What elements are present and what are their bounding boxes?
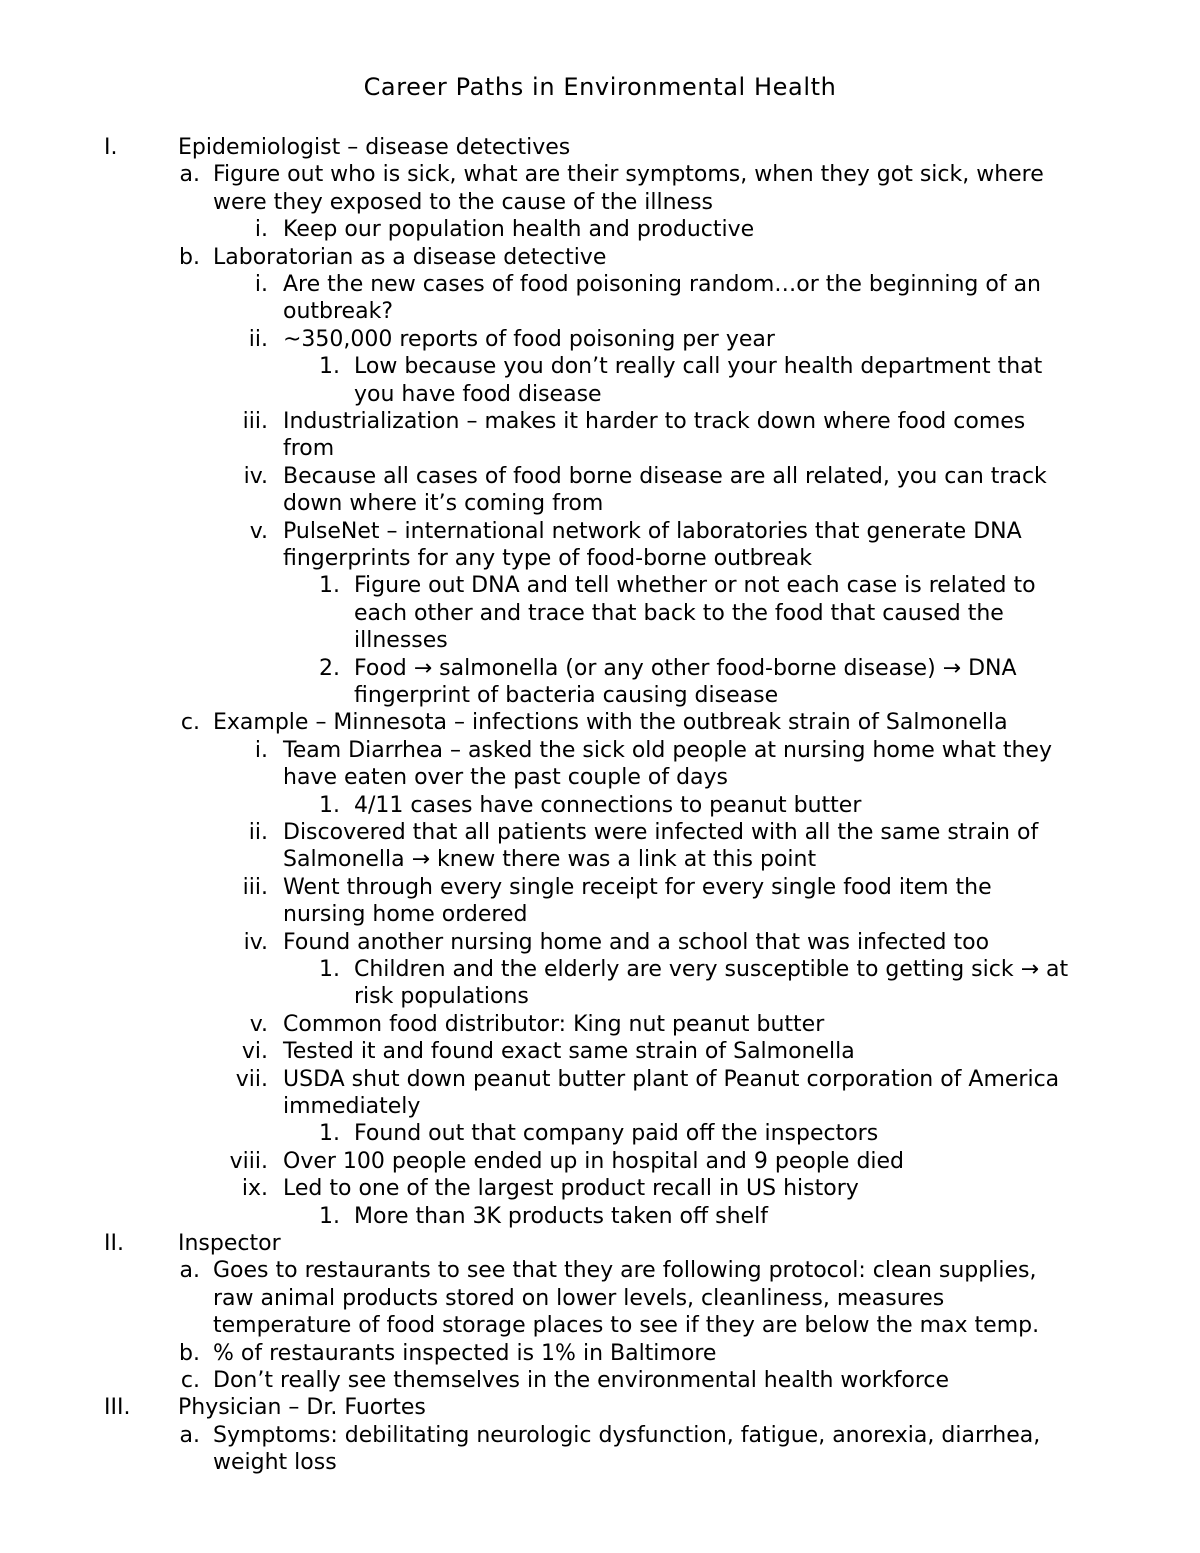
outline-text: each other and trace that back to the food that caused the bbox=[354, 600, 1004, 626]
outline-marker: iii. bbox=[242, 409, 268, 434]
outline-text: USDA shut down peanut butter plant of Peanut corporation of America bbox=[283, 1066, 1060, 1092]
outline-text: Over 100 people ended up in hospital and 9 people died bbox=[283, 1148, 905, 1174]
outline-text: Symptoms: debilitating neurologic dysfunction, fatigue, anorexia, diarrhea, bbox=[213, 1422, 1041, 1448]
outline-text: illnesses bbox=[354, 628, 448, 654]
outline-text: Inspector bbox=[178, 1231, 281, 1256]
outline-marker: 1. bbox=[319, 573, 340, 599]
outline-text: Food → salmonella (or any other food-borne disease) → DNA bbox=[354, 655, 1017, 681]
outline-text: Went through every single receipt for every single food item the bbox=[283, 874, 992, 900]
outline-text: Low because you don’t really call your health department that bbox=[354, 354, 1043, 380]
outline-text: Don’t really see themselves in the environmental health workforce bbox=[213, 1368, 950, 1393]
outline-text: Because all cases of food borne disease are all related, you can track bbox=[283, 463, 1047, 489]
outline-text: Tested it and found exact same strain of Salmonella bbox=[283, 1039, 855, 1065]
outline-text: fingerprint of bacteria causing disease bbox=[354, 683, 779, 708]
outline-text: down where it’s coming from bbox=[283, 491, 604, 517]
document-title: Career Paths in Environmental Health bbox=[363, 73, 837, 101]
outline-text: % of restaurants inspected is 1% in Baltimore bbox=[213, 1340, 717, 1366]
outline-text: from bbox=[283, 436, 335, 462]
outline-text: raw animal products stored on lower levels, cleanliness, measures bbox=[213, 1285, 945, 1311]
outline-text: Figure out who is sick, what are their symptoms, when they got sick, where bbox=[213, 162, 1044, 188]
outline-marker: 1. bbox=[319, 354, 340, 380]
outline-text: More than 3K products taken off shelf bbox=[354, 1203, 768, 1229]
outline-text: Laboratorian as a disease detective bbox=[213, 244, 607, 270]
outline-text: Led to one of the largest product recall in US history bbox=[283, 1176, 859, 1202]
outline-text: ~350,000 reports of food poisoning per year bbox=[283, 326, 775, 352]
outline-text: PulseNet – international network of laboratories that generate DNA bbox=[283, 518, 1022, 544]
outline-marker: iv. bbox=[243, 929, 268, 955]
outline-marker: III. bbox=[104, 1395, 131, 1421]
outline-marker: a. bbox=[179, 1422, 200, 1448]
outline-marker: 1. bbox=[319, 1203, 340, 1229]
outline-marker: 1. bbox=[319, 1121, 340, 1147]
outline-text: Keep our population health and productive bbox=[283, 217, 755, 243]
outline-marker: i. bbox=[254, 737, 268, 763]
outline-marker: i. bbox=[254, 272, 268, 297]
outline-marker: iv. bbox=[243, 463, 268, 489]
outline-text: Industrialization – makes it harder to track down where food comes bbox=[283, 409, 1026, 434]
outline-marker: vi. bbox=[241, 1039, 268, 1065]
outline-marker: i. bbox=[254, 217, 268, 243]
outline-text: Example – Minnesota – infections with the outbreak strain of Salmonella bbox=[213, 710, 1008, 736]
outline-marker: 1. bbox=[319, 957, 340, 982]
outline-marker: b. bbox=[179, 1340, 200, 1366]
outline-marker: v. bbox=[249, 1011, 268, 1037]
outline-text: Goes to restaurants to see that they are following protocol: clean supplies, bbox=[213, 1258, 1037, 1284]
outline-text: Physician – Dr. Fuortes bbox=[178, 1395, 426, 1421]
outline-text: weight loss bbox=[213, 1450, 337, 1476]
outline-text: 4/11 cases have connections to peanut butter bbox=[354, 792, 862, 818]
outline-text: nursing home ordered bbox=[283, 902, 528, 928]
outline-marker: II. bbox=[104, 1231, 124, 1256]
outline-marker: 1. bbox=[319, 792, 340, 818]
outline-marker: b. bbox=[179, 244, 200, 270]
outline-marker: a. bbox=[179, 1258, 200, 1284]
outline-text: outbreak? bbox=[283, 299, 393, 325]
outline-marker: ii. bbox=[248, 326, 268, 352]
outline-marker: c. bbox=[180, 710, 200, 736]
outline-text: Team Diarrhea – asked the sick old people at nursing home what they bbox=[283, 737, 1052, 763]
outline-marker: c. bbox=[180, 1368, 200, 1393]
outline-marker: viii. bbox=[229, 1148, 268, 1174]
outline-text: were they exposed to the cause of the illness bbox=[213, 189, 714, 215]
outline-text: Discovered that all patients were infected with all the same strain of bbox=[283, 820, 1039, 845]
outline-text: Common food distributor: King nut peanut butter bbox=[283, 1011, 825, 1037]
outline-marker: ix. bbox=[241, 1176, 268, 1202]
outline-text: you have food disease bbox=[354, 381, 602, 407]
outline-text: Found another nursing home and a school that was infected too bbox=[283, 929, 990, 955]
outline-text: risk populations bbox=[354, 984, 529, 1010]
outline-marker: v. bbox=[249, 518, 268, 544]
outline-text: Figure out DNA and tell whether or not each case is related to bbox=[354, 573, 1036, 599]
outline-text: fingerprints for any type of food-borne outbreak bbox=[283, 546, 812, 571]
outline-marker: vii. bbox=[235, 1066, 268, 1092]
outline-marker: 2. bbox=[319, 655, 340, 681]
outline-marker: a. bbox=[179, 162, 200, 188]
outline-marker: iii. bbox=[242, 874, 268, 900]
outline-text: Are the new cases of food poisoning random…or the beginning of an bbox=[283, 272, 1041, 297]
outline-text: Salmonella → knew there was a link at this point bbox=[283, 847, 817, 873]
outline-text: Found out that company paid off the inspectors bbox=[354, 1121, 879, 1147]
outline-text: Epidemiologist – disease detectives bbox=[178, 135, 571, 160]
outline-text: Children and the elderly are very susceptible to getting sick → at bbox=[354, 957, 1069, 982]
outline-text: temperature of food storage places to see if they are below the max temp. bbox=[213, 1313, 1040, 1339]
outline-marker: I. bbox=[104, 135, 118, 160]
outline-text: immediately bbox=[283, 1094, 421, 1119]
outline-marker: ii. bbox=[248, 820, 268, 845]
outline-text: have eaten over the past couple of days bbox=[283, 765, 728, 791]
